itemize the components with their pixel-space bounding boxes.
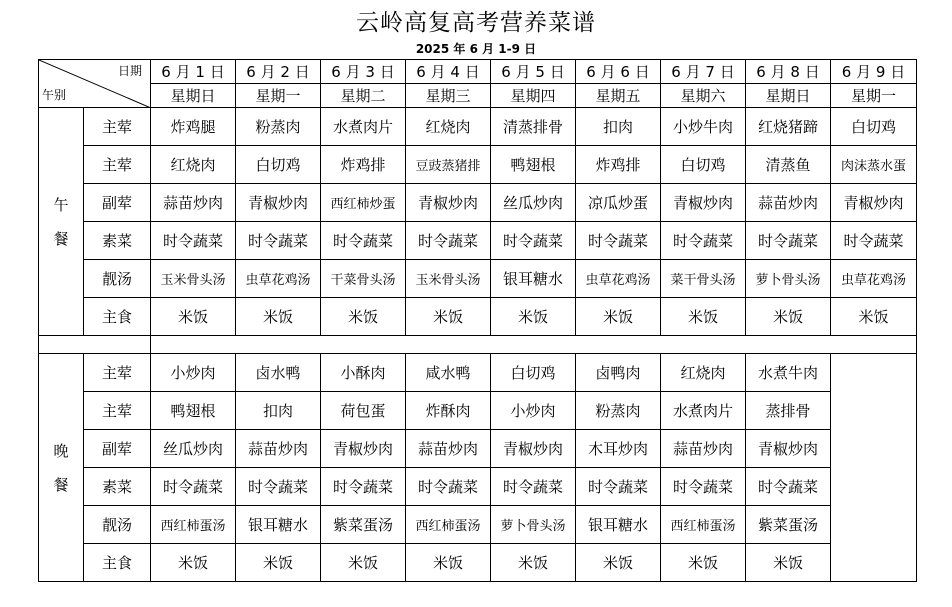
dish-cell: 白切鸡 — [661, 146, 746, 184]
dish-cell: 凉瓜炒蛋 — [576, 184, 661, 222]
dish-cell: 时令蔬菜 — [831, 222, 917, 260]
dish-cell: 时令蔬菜 — [491, 222, 576, 260]
dish-cell: 米饭 — [576, 544, 661, 582]
dinner-row — [39, 544, 917, 582]
date-cell: 6 月 3 日 — [321, 60, 406, 84]
dish-cell: 清蒸排骨 — [491, 108, 576, 146]
dish-cell: 米饭 — [406, 298, 491, 336]
dish-cell: 卤水鸭 — [236, 354, 321, 392]
dish-cell: 鸭翅根 — [491, 146, 576, 184]
dish-cell: 白切鸡 — [831, 108, 917, 146]
dish-cell: 蒜苗炒肉 — [661, 430, 746, 468]
category-cell: 主食 — [84, 544, 151, 582]
dish-cell: 银耳糖水 — [576, 506, 661, 544]
dish-cell: 时令蔬菜 — [406, 468, 491, 506]
date-cell: 6 月 2 日 — [236, 60, 321, 84]
dish-cell: 红烧肉 — [661, 354, 746, 392]
dish-cell: 时令蔬菜 — [576, 468, 661, 506]
category-cell: 主食 — [84, 298, 151, 336]
dish-cell: 时令蔬菜 — [321, 222, 406, 260]
dish-cell: 时令蔬菜 — [491, 468, 576, 506]
dish-cell: 银耳糖水 — [236, 506, 321, 544]
dish-cell: 水煮肉片 — [321, 108, 406, 146]
category-cell: 副荤 — [84, 184, 151, 222]
dinner-row — [39, 506, 917, 544]
dish-cell: 米饭 — [236, 544, 321, 582]
dinner-label: 晚餐 — [53, 441, 69, 494]
dish-cell: 水煮牛肉 — [746, 354, 831, 392]
dish-cell: 蒜苗炒肉 — [151, 184, 236, 222]
dish-cell: 粉蒸肉 — [236, 108, 321, 146]
category-cell: 副荤 — [84, 430, 151, 468]
header-corner-cell — [39, 60, 151, 108]
dish-cell: 炸鸡腿 — [151, 108, 236, 146]
category-cell: 靓汤 — [84, 506, 151, 544]
separator-cell — [151, 336, 917, 354]
weekday-cell: 星期日 — [151, 84, 236, 108]
dish-cell: 西红柿蛋汤 — [406, 506, 491, 544]
dish-cell: 荷包蛋 — [321, 392, 406, 430]
lunch-row — [39, 298, 917, 336]
dish-cell: 蒜苗炒肉 — [406, 430, 491, 468]
weekday-cell: 星期二 — [321, 84, 406, 108]
lunch-row — [39, 260, 917, 298]
dish-cell: 米饭 — [576, 298, 661, 336]
dish-cell: 青椒炒肉 — [321, 430, 406, 468]
dish-cell: 粉蒸肉 — [576, 392, 661, 430]
weekday-cell: 星期一 — [236, 84, 321, 108]
dish-cell: 青椒炒肉 — [661, 184, 746, 222]
dinner-label-cell — [39, 354, 84, 582]
date-header-row — [39, 60, 917, 84]
dish-cell: 红烧猪蹄 — [746, 108, 831, 146]
lunch-row — [39, 222, 917, 260]
dish-cell: 米饭 — [321, 298, 406, 336]
weekday-cell: 星期四 — [491, 84, 576, 108]
category-cell: 主荤 — [84, 146, 151, 184]
dish-cell: 丝瓜炒肉 — [151, 430, 236, 468]
dish-cell: 小炒肉 — [491, 392, 576, 430]
menu-table — [38, 59, 917, 582]
dish-cell: 米饭 — [661, 298, 746, 336]
dish-cell: 豆豉蒸猪排 — [406, 146, 491, 184]
dinner-row — [39, 468, 917, 506]
dish-cell: 西红柿炒蛋 — [321, 184, 406, 222]
dish-cell: 青椒炒肉 — [406, 184, 491, 222]
date-cell: 6 月 9 日 — [831, 60, 917, 84]
weekday-cell: 星期三 — [406, 84, 491, 108]
dish-cell: 玉米骨头汤 — [151, 260, 236, 298]
dish-cell: 红烧肉 — [406, 108, 491, 146]
category-cell: 靓汤 — [84, 260, 151, 298]
dish-cell: 蒸排骨 — [746, 392, 831, 430]
dish-cell: 炸鸡排 — [321, 146, 406, 184]
dish-cell: 青椒炒肉 — [491, 430, 576, 468]
dish-cell: 米饭 — [151, 298, 236, 336]
dish-cell: 时令蔬菜 — [746, 222, 831, 260]
category-cell: 素菜 — [84, 468, 151, 506]
dish-cell: 米饭 — [746, 544, 831, 582]
dish-cell: 小炒牛肉 — [661, 108, 746, 146]
lunch-row — [39, 184, 917, 222]
dish-cell: 时令蔬菜 — [661, 468, 746, 506]
menu-date-range: 2025 年 6 月 1-9 日 — [415, 42, 537, 56]
dish-cell: 白切鸡 — [236, 146, 321, 184]
dish-cell: 时令蔬菜 — [406, 222, 491, 260]
meal-axis-label: 午别 — [42, 88, 67, 102]
dish-cell: 萝卜骨头汤 — [491, 506, 576, 544]
category-cell: 素菜 — [84, 222, 151, 260]
menu-title: 云岭高复高考营养菜谱 — [356, 10, 596, 36]
date-axis-label: 日期 — [117, 64, 142, 78]
dish-cell: 蒜苗炒肉 — [236, 430, 321, 468]
dish-cell: 时令蔬菜 — [661, 222, 746, 260]
empty-column-cell — [831, 354, 917, 582]
dish-cell: 西红柿蛋汤 — [151, 506, 236, 544]
dish-cell: 米饭 — [661, 544, 746, 582]
lunch-row — [39, 108, 917, 146]
date-cell: 6 月 5 日 — [491, 60, 576, 84]
dish-cell: 时令蔬菜 — [236, 222, 321, 260]
dish-cell: 米饭 — [236, 298, 321, 336]
dish-cell: 卤鸭肉 — [576, 354, 661, 392]
dish-cell: 干菜骨头汤 — [321, 260, 406, 298]
dish-cell: 虫草花鸡汤 — [831, 260, 917, 298]
date-cell: 6 月 1 日 — [151, 60, 236, 84]
dish-cell: 红烧肉 — [151, 146, 236, 184]
separator-row — [39, 336, 917, 354]
lunch-label-cell — [39, 108, 84, 336]
dish-cell: 白切鸡 — [491, 354, 576, 392]
weekday-cell: 星期日 — [746, 84, 831, 108]
dish-cell: 炸酥肉 — [406, 392, 491, 430]
dish-cell: 米饭 — [406, 544, 491, 582]
dish-cell: 银耳糖水 — [491, 260, 576, 298]
dish-cell: 丝瓜炒肉 — [491, 184, 576, 222]
dish-cell: 萝卜骨头汤 — [746, 260, 831, 298]
dish-cell: 鸭翅根 — [151, 392, 236, 430]
dish-cell: 紫菜蛋汤 — [746, 506, 831, 544]
dish-cell: 米饭 — [151, 544, 236, 582]
category-cell: 主荤 — [84, 354, 151, 392]
dish-cell: 水煮肉片 — [661, 392, 746, 430]
lunch-row — [39, 146, 917, 184]
dinner-row — [39, 392, 917, 430]
date-cell: 6 月 4 日 — [406, 60, 491, 84]
dish-cell: 肉沫蒸水蛋 — [831, 146, 917, 184]
dish-cell: 时令蔬菜 — [151, 222, 236, 260]
dish-cell: 时令蔬菜 — [236, 468, 321, 506]
dish-cell: 时令蔬菜 — [576, 222, 661, 260]
dish-cell: 蒜苗炒肉 — [746, 184, 831, 222]
dish-cell: 紫菜蛋汤 — [321, 506, 406, 544]
dish-cell: 时令蔬菜 — [321, 468, 406, 506]
dish-cell: 木耳炒肉 — [576, 430, 661, 468]
dish-cell: 扣肉 — [236, 392, 321, 430]
weekday-cell: 星期六 — [661, 84, 746, 108]
dinner-row — [39, 354, 917, 392]
weekday-header-row — [39, 84, 917, 108]
dish-cell: 青椒炒肉 — [236, 184, 321, 222]
dish-cell: 米饭 — [321, 544, 406, 582]
category-cell: 主荤 — [84, 392, 151, 430]
dish-cell: 小酥肉 — [321, 354, 406, 392]
dish-cell: 清蒸鱼 — [746, 146, 831, 184]
separator-cell — [39, 336, 151, 354]
dish-cell: 咸水鸭 — [406, 354, 491, 392]
dish-cell: 炸鸡排 — [576, 146, 661, 184]
dinner-row — [39, 430, 917, 468]
dish-cell: 西红柿蛋汤 — [661, 506, 746, 544]
date-cell: 6 月 8 日 — [746, 60, 831, 84]
dish-cell: 青椒炒肉 — [746, 430, 831, 468]
date-cell: 6 月 6 日 — [576, 60, 661, 84]
dish-cell: 米饭 — [491, 544, 576, 582]
dish-cell: 米饭 — [746, 298, 831, 336]
dish-cell: 小炒肉 — [151, 354, 236, 392]
dish-cell: 米饭 — [831, 298, 917, 336]
dish-cell: 时令蔬菜 — [746, 468, 831, 506]
dish-cell: 青椒炒肉 — [831, 184, 917, 222]
dish-cell: 时令蔬菜 — [151, 468, 236, 506]
dish-cell: 虫草花鸡汤 — [236, 260, 321, 298]
dish-cell: 米饭 — [491, 298, 576, 336]
dish-cell: 虫草花鸡汤 — [576, 260, 661, 298]
lunch-label: 午餐 — [53, 195, 69, 248]
weekday-cell: 星期五 — [576, 84, 661, 108]
weekday-cell: 星期一 — [831, 84, 917, 108]
date-cell: 6 月 7 日 — [661, 60, 746, 84]
dish-cell: 菜干骨头汤 — [661, 260, 746, 298]
category-cell: 主荤 — [84, 108, 151, 146]
dish-cell: 扣肉 — [576, 108, 661, 146]
dish-cell: 玉米骨头汤 — [406, 260, 491, 298]
